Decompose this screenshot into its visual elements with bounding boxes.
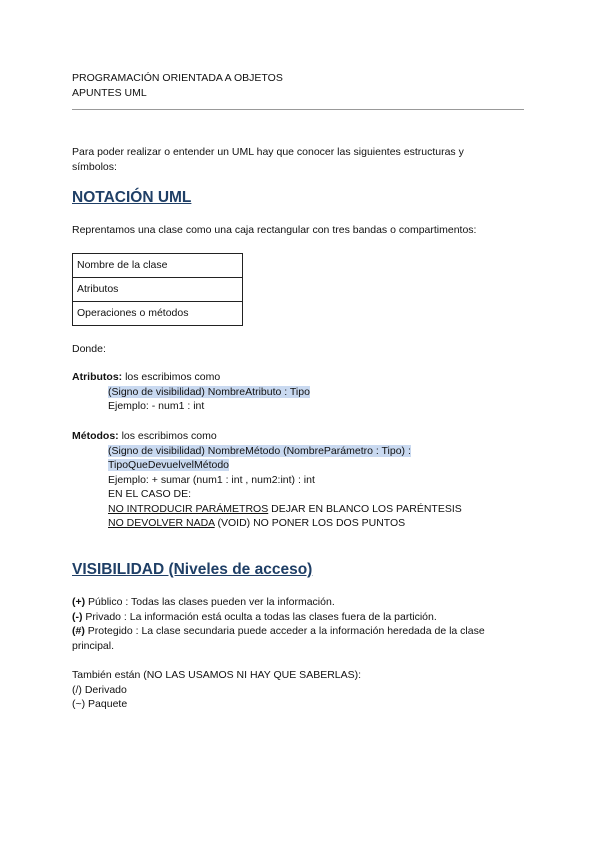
metodos-section [72, 429, 462, 531]
visibilidad-list [72, 595, 522, 653]
rule-void-underlined: NO DEVOLVER NADA [108, 517, 215, 529]
notacion-description: Reprentamos una clase como una caja rectangular con tres bandas o compartimentos: [72, 224, 477, 236]
visibilidad-item-derivado: (/) Derivado [72, 683, 127, 696]
rule-parametros-underlined: NO INTRODUCIR PARÁMETROS [108, 502, 269, 515]
section-title-visibilidad: VISIBILIDAD (Niveles de acceso) [72, 561, 313, 578]
uml-attributes-cell: Atributos [73, 278, 243, 302]
text-protegido: Protegido : La clase secundaria puede acceder a la información heredada de la clase principal. [72, 625, 485, 652]
visibilidad-item-publico [72, 595, 522, 610]
header-divider [72, 109, 524, 110]
text-privado: Privado : La información está oculta a todas las clases fuera de la partición. [82, 610, 437, 623]
metodos-rule-parametros [72, 502, 462, 517]
header-subtitle: APUNTES UML [72, 87, 147, 99]
visibilidad-item-paquete: (~) Paquete [72, 698, 128, 710]
tambien-line: También están (NO LAS USAMOS NI HAY QUE SABERLAS): [72, 669, 362, 681]
uml-class-box [72, 253, 243, 326]
rule-parametros-rest: DEJAR EN BLANCO LOS PARÉNTESIS [268, 502, 462, 515]
visibilidad-item-privado [72, 610, 522, 625]
symbol-privado: (-) [72, 610, 83, 623]
atributos-syntax: (Signo de visibilidad) NombreAtributo : Tipo [108, 385, 310, 398]
metodos-line [72, 429, 462, 444]
uml-operations-cell: Operaciones o métodos [73, 302, 243, 326]
intro-paragraph: Para poder realizar o entender un UML hay que conocer las siguientes estructuras y símbolos: [72, 146, 464, 173]
atributos-desc: los escribimos como [122, 371, 221, 383]
uml-class-name-cell: Nombre de la clase [73, 254, 243, 278]
metodos-syntax-line2: TipoQueDevuelvelMétodo [108, 459, 230, 471]
metodos-caso: EN EL CASO DE: [108, 488, 192, 500]
header-course-title: PROGRAMACIÓN ORIENTADA A OBJETOS [72, 72, 283, 84]
tambien-section [72, 668, 361, 712]
symbol-protegido: (#) [72, 625, 85, 637]
metodos-example: Ejemplo: + sumar (num1 : int , num2:int) : int [108, 473, 315, 486]
symbol-publico: (+) [72, 596, 86, 608]
document-header [72, 71, 283, 101]
atributos-line [72, 370, 310, 385]
atributos-example: Ejemplo: - num1 : int [108, 400, 205, 412]
section-title-notacion: NOTACIÓN UML [72, 189, 192, 206]
rule-void-rest: (VOID) NO PONER LOS DOS PUNTOS [214, 517, 406, 529]
metodos-desc: los escribimos como [118, 430, 217, 442]
atributos-label: Atributos: [72, 371, 123, 383]
metodos-label: Métodos: [72, 430, 119, 442]
metodos-syntax-line1: (Signo de visibilidad) NombreMétodo (NombreParámetro : Tipo) : [108, 444, 411, 457]
visibilidad-item-protegido [72, 624, 522, 653]
atributos-section [72, 370, 310, 414]
text-publico: Público : Todas las clases pueden ver la información. [85, 596, 335, 608]
metodos-rule-void [72, 516, 462, 531]
donde-label: Donde: [72, 343, 106, 355]
